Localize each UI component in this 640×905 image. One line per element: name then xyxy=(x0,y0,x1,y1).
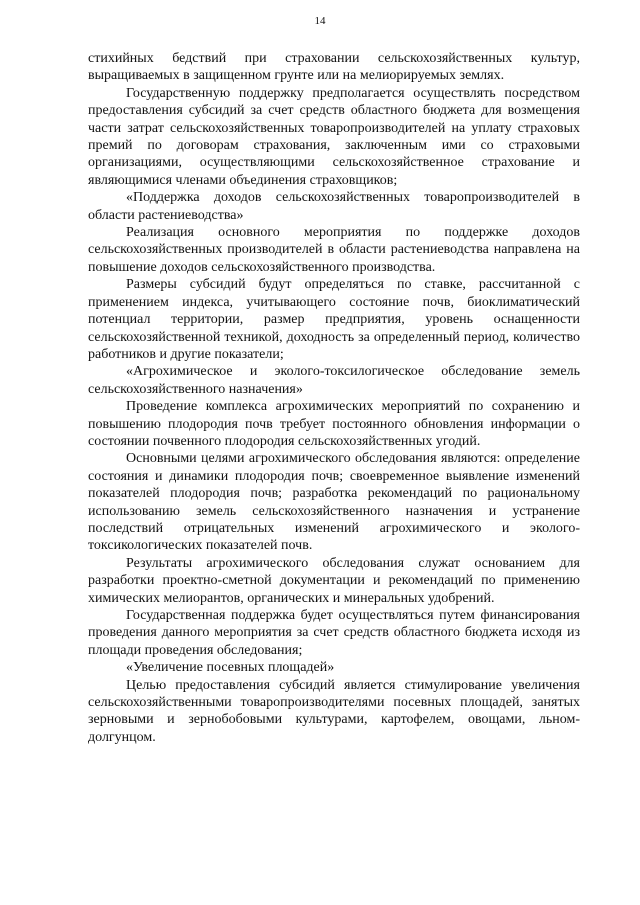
section-heading: «Поддержка доходов сельскохозяйственных товаропроизводителей в области растениеводства» xyxy=(88,190,580,223)
paragraph: Государственная поддержка будет осуществляться путем финансирования проведения данного мероприятия за счет средств областного бюджета исходя из площади проведения обследования; xyxy=(88,608,580,658)
paragraph: Государственную поддержку предполагается осуществлять посредством предоставления субсидий за счет средств областного бюджета для возмещения части затрат сельскохозяйственных товаропроизводителей на уплату страховых премий по договорам страхования, заключенным ими со страховыми организациями, осуществляющими сельскохозяйственное страхование и являющимися членами объединения страховщиков; xyxy=(88,85,580,188)
document-body xyxy=(88,50,580,746)
paragraph: Реализация основного мероприятия по поддержке доходов сельскохозяйственных производителей в области растениеводства направлена на повышение доходов сельскохозяйственного производства. xyxy=(88,225,580,275)
section-heading: «Увеличение посевных площадей» xyxy=(126,660,335,676)
paragraph: стихийных бедствий при страховании сельскохозяйственных культур, выращиваемых в защищенном грунте или на мелиорируемых землях. xyxy=(88,51,580,84)
paragraph: Целью предоставления субсидий является стимулирование увеличения сельскохозяйственными товаропроизводителями посевных площадей, занятых зерновыми и зернобобовыми культурами, картофелем, овощами, льном-долгунцом. xyxy=(88,677,580,745)
page-number: 14 xyxy=(314,15,326,27)
section-heading: «Агрохимическое и эколого-токсилогическое обследование земель сельскохозяйственного назначения» xyxy=(88,364,580,397)
paragraph: Основными целями агрохимического обследования являются: определение состояния и динамики плодородия почв; своевременное выявление изменений показателей плодородия почв; разработка рекомендаций по рациональному использованию земель сельскохозяйственного назначения и устранение последствий отрицательных изменений агрохимического и эколого-токсикологических показателей почв. xyxy=(88,451,580,554)
paragraph: Проведение комплекса агрохимических мероприятий по сохранению и повышению плодородия почв требует постоянного обновления информации о состоянии почвенного плодородия сельскохозяйственных угодий. xyxy=(88,399,580,449)
paragraph: Результаты агрохимического обследования служат основанием для разработки проектно-сметной документации и рекомендаций по применению химических мелиорантов, органических и минеральных удобрений. xyxy=(88,555,580,606)
paragraph: Размеры субсидий будут определяться по ставке, рассчитанной с применением индекса, учитывающего состояние почв, биоклиматический потенциал территории, размер предприятия, уровень оснащенности сельскохозяйственной техникой, доходность за определенный период, количество работников и другие показатели; xyxy=(88,277,580,362)
